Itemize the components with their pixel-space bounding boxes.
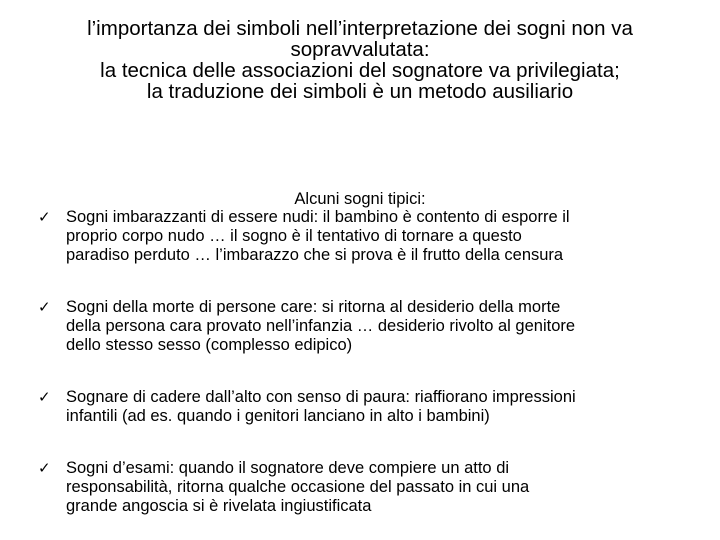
checkmark-icon: ✓ — [38, 209, 51, 226]
bullet-text-line: Sognare di cadere dall’alto con senso di paura: riaffiorano impressioni — [66, 388, 576, 406]
bullet-text-line: Sogni imbarazzanti di essere nudi: il bambino è contento di esporre il — [66, 208, 570, 226]
bullet-text-line: responsabilità, ritorna qualche occasione del passato in cui una — [66, 478, 530, 496]
bullet-text-line: paradiso perduto … l’imbarazzo che si prova è il frutto della censura — [66, 246, 564, 264]
bullet-text-line: proprio corpo nudo … il sogno è il tentativo di tornare a questo — [66, 227, 522, 245]
list-item — [38, 459, 698, 516]
slide-title — [20, 18, 700, 102]
title-line: la traduzione dei simboli è un metodo ausiliario — [146, 80, 574, 103]
bullet-text-line: dello stesso sesso (complesso edipico) — [66, 336, 353, 354]
bullet-text-line: grande angoscia si è rivelata ingiustificata — [66, 497, 372, 515]
bullet-text-line: infantili (ad es. quando i genitori lanciano in alto i bambini) — [66, 407, 490, 425]
bullet-text-line: della persona cara provato nell’infanzia … desiderio rivolto al genitore — [66, 317, 576, 335]
bullet-list — [38, 208, 698, 516]
checkmark-icon: ✓ — [38, 389, 51, 406]
list-item — [38, 298, 698, 355]
title-line: sopravvalutata: — [290, 38, 430, 61]
title-line: l’importanza dei simboli nell’interpretazione dei sogni non va — [87, 17, 633, 40]
list-item — [38, 208, 698, 265]
checkmark-icon: ✓ — [38, 299, 51, 316]
title-line: la tecnica delle associazioni del sognatore va privilegiata; — [100, 59, 620, 82]
bullet-text-line: Sogni della morte di persone care: si ritorna al desiderio della morte — [66, 298, 561, 316]
list-item — [38, 388, 698, 426]
subheading: Alcuni sogni tipici: — [294, 190, 426, 208]
bullet-text-line: Sogni d’esami: quando il sognatore deve compiere un atto di — [66, 459, 510, 477]
checkmark-icon: ✓ — [38, 460, 51, 477]
